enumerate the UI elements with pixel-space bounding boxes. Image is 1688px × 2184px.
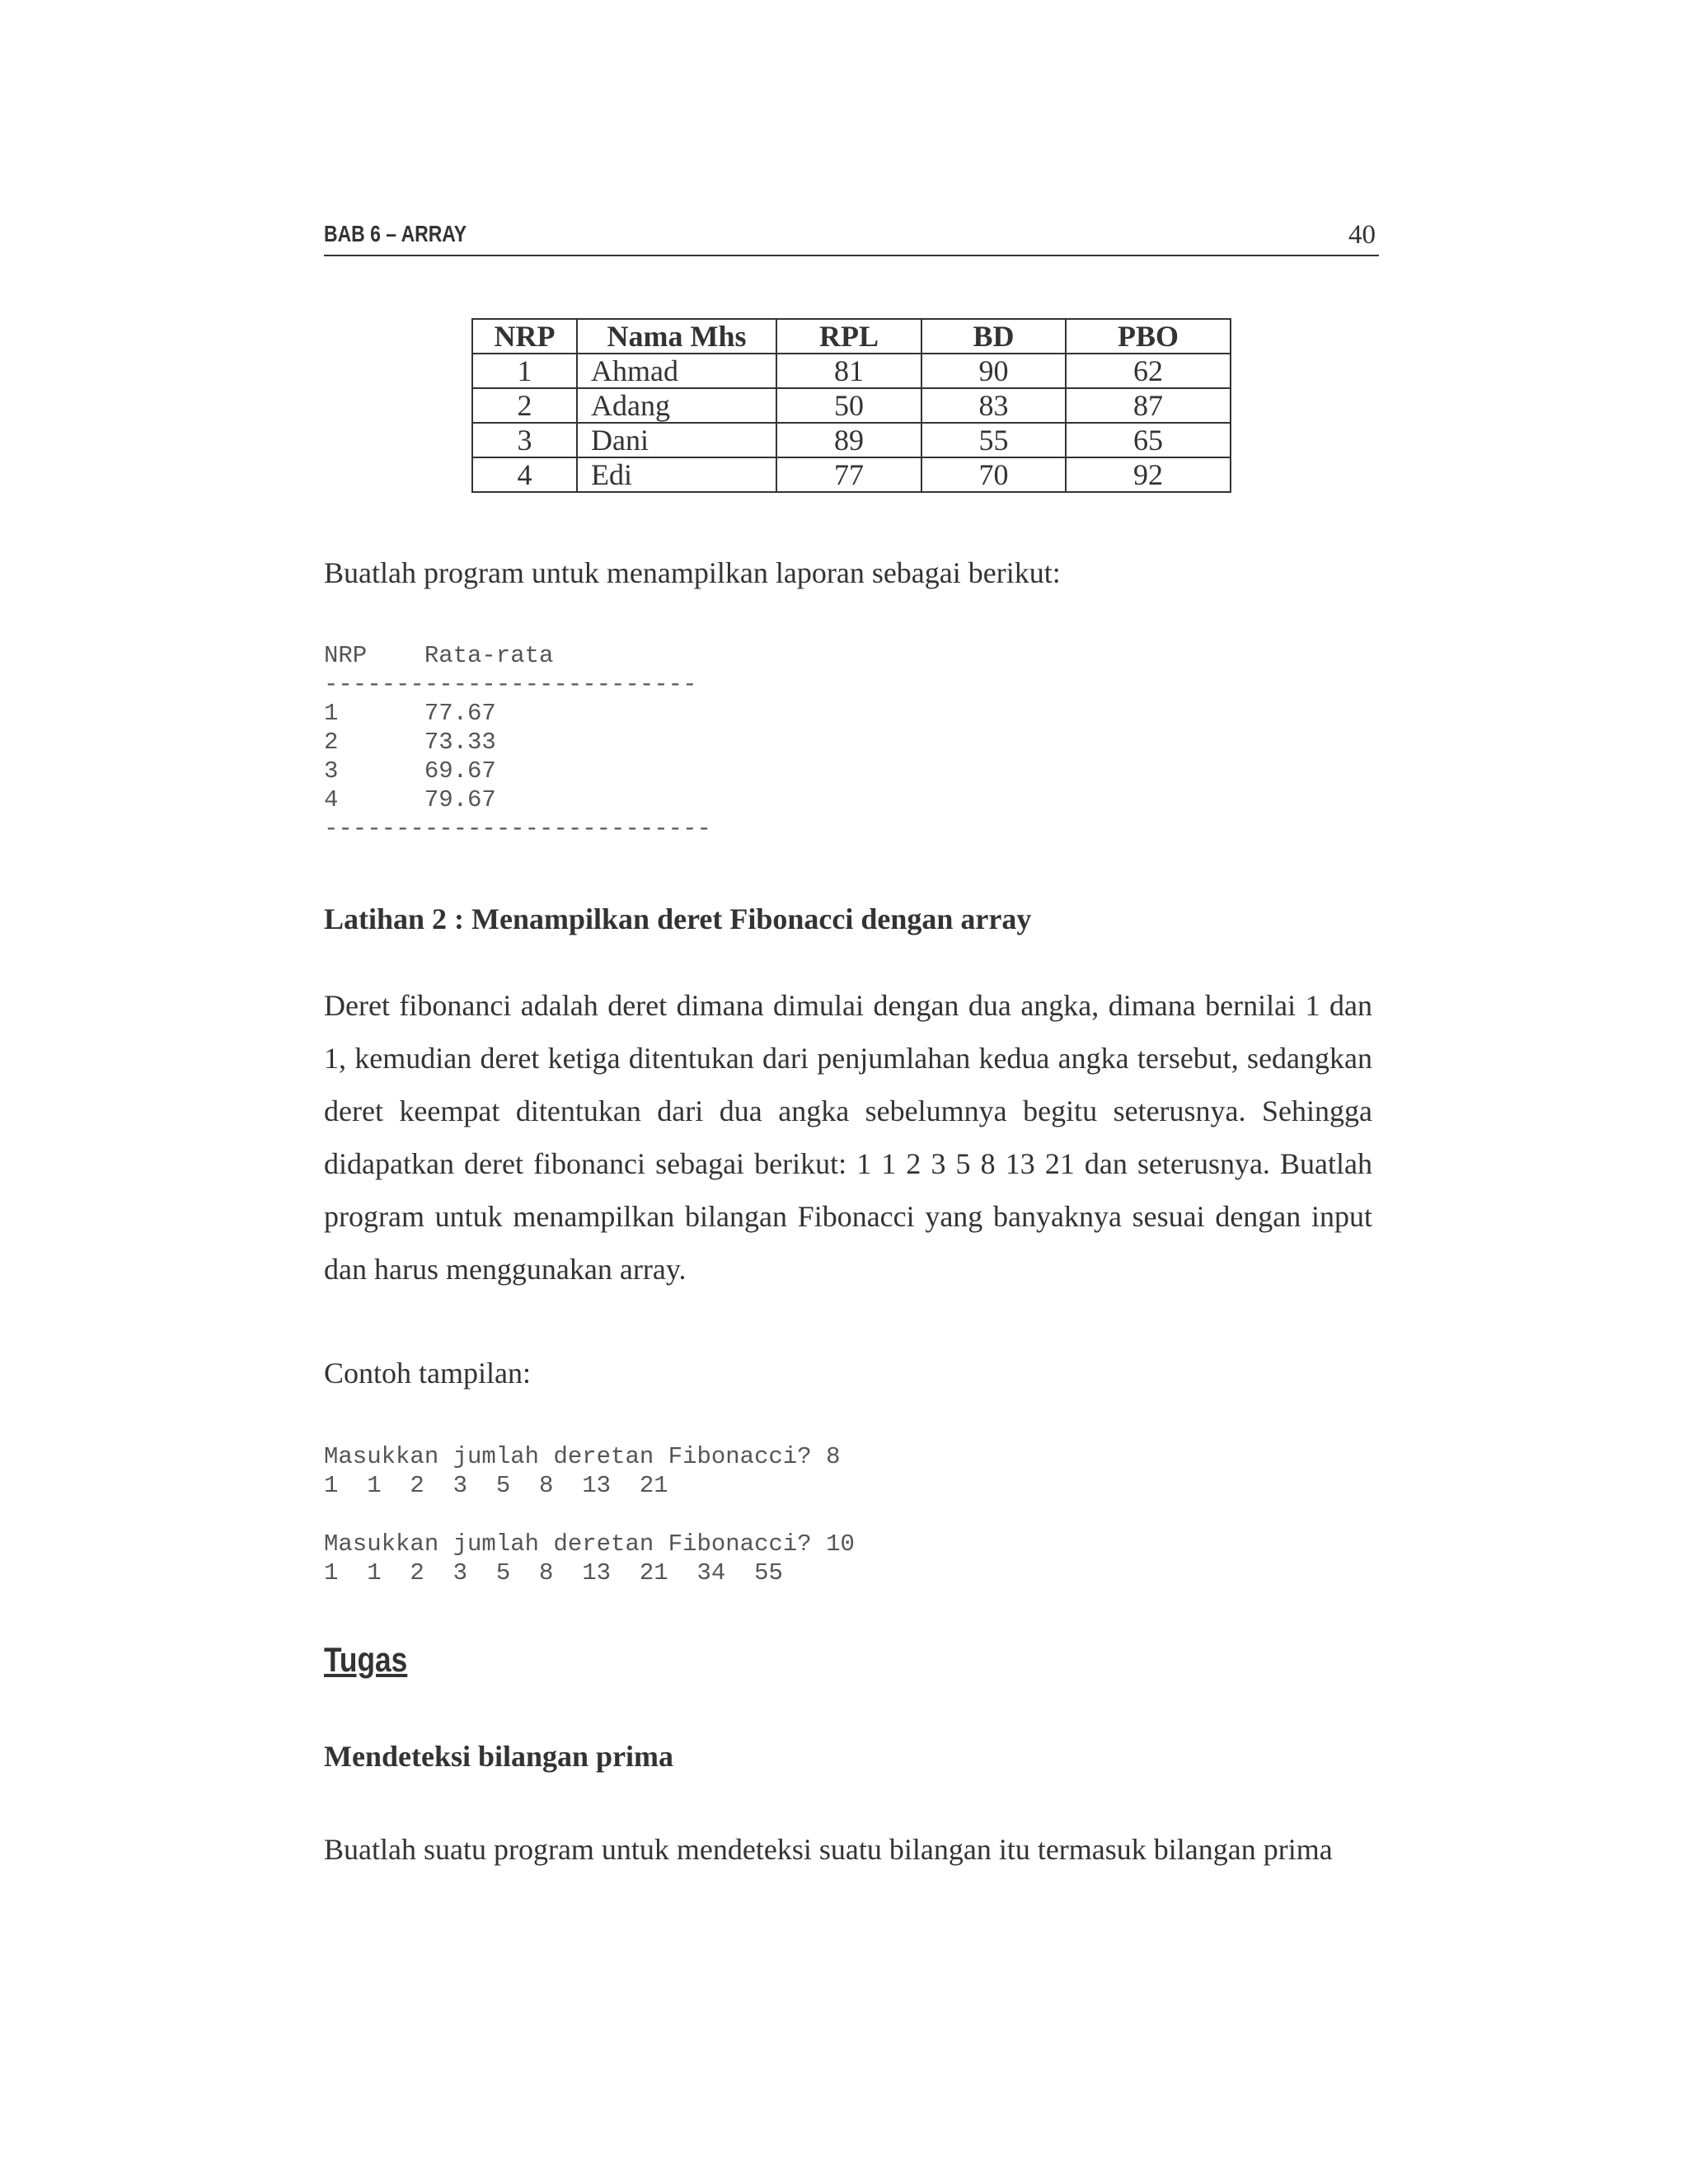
grades-table — [471, 318, 1231, 493]
table-cell: 65 — [1066, 423, 1231, 457]
report-output-line: 4 79.67 — [324, 786, 496, 813]
table-cell: 89 — [776, 423, 921, 457]
report-output-rule-bottom: --------------------------- — [324, 815, 711, 842]
exercise2-paragraph: Deret fibonanci adalah deret dimana dimulai dengan dua angka, dimana bernilai 1 dan 1, kemudian deret ketiga ditentukan dari penjumlahan kedua angka tersebut, sedangkan deret keempat ditentukan dari dua angka sebelumnya begitu seterusnya. Sehingga didapatkan deret fibonanci sebagai berikut: 1 1 2 3 5 8 13 21 dan seterusnya. Buatlah program untuk menampilkan bilangan Fibonacci yang banyaknya sesuai dengan input dan harus menggunakan array. — [324, 989, 1372, 1286]
table-cell: Ahmad — [577, 354, 776, 388]
assignment-paragraph: Buatlah suatu program untuk mendeteksi suatu bilangan itu termasuk bilangan prima — [324, 1833, 1333, 1866]
table-header-row — [472, 319, 1231, 354]
column-header-nrp: NRP — [472, 319, 577, 354]
table-cell: 55 — [921, 423, 1066, 457]
table-cell: 2 — [472, 388, 577, 423]
example-sequence: 1 1 2 3 5 8 13 21 34 55 — [324, 1559, 783, 1586]
example-output-1 — [324, 1442, 841, 1500]
report-output-header: NRP Rata-rata — [324, 642, 554, 669]
table-row — [472, 423, 1231, 457]
example-prompt: Masukkan jumlah deretan Fibonacci? 10 — [324, 1530, 855, 1558]
chapter-title: BAB 6 – ARRAY — [324, 221, 467, 246]
report-output-line: 3 69.67 — [324, 757, 496, 785]
table-cell: Edi — [577, 457, 776, 492]
table-cell: 3 — [472, 423, 577, 457]
report-output-line: 2 73.33 — [324, 729, 496, 756]
table-cell: 90 — [921, 354, 1066, 388]
assignment-title: Tugas — [324, 1640, 408, 1679]
example-sequence: 1 1 2 3 5 8 13 21 — [324, 1472, 668, 1499]
example-label: Contoh tampilan: — [324, 1357, 531, 1390]
table-cell: Adang — [577, 388, 776, 423]
table-cell: 4 — [472, 457, 577, 492]
page-header — [324, 218, 1379, 256]
table-cell: 1 — [472, 354, 577, 388]
table-row — [472, 457, 1231, 492]
column-header-rpl: RPL — [776, 319, 921, 354]
table-row — [472, 388, 1231, 423]
table-cell: 62 — [1066, 354, 1231, 388]
page-number: 40 — [1348, 220, 1376, 250]
table-cell: 50 — [776, 388, 921, 423]
report-instruction: Buatlah program untuk menampilkan laporan sebagai berikut: — [324, 556, 1061, 589]
report-output-rule-top: -------------------------- — [324, 671, 697, 698]
column-header-pbo: PBO — [1066, 319, 1231, 354]
column-header-bd: BD — [921, 319, 1066, 354]
report-output — [324, 641, 711, 843]
table-cell: 92 — [1066, 457, 1231, 492]
example-prompt: Masukkan jumlah deretan Fibonacci? 8 — [324, 1443, 841, 1470]
table-cell: 87 — [1066, 388, 1231, 423]
exercise2-heading: Latihan 2 : Menampilkan deret Fibonacci dengan array — [324, 902, 1032, 935]
example-output-2 — [324, 1530, 855, 1587]
table-row — [472, 354, 1231, 388]
table-cell: 77 — [776, 457, 921, 492]
report-output-line: 1 77.67 — [324, 700, 496, 727]
table-cell: 81 — [776, 354, 921, 388]
table-cell: Dani — [577, 423, 776, 457]
table-cell: 70 — [921, 457, 1066, 492]
assignment-subheading: Mendeteksi bilangan prima — [324, 1740, 674, 1773]
column-header-name: Nama Mhs — [577, 319, 776, 354]
table-cell: 83 — [921, 388, 1066, 423]
